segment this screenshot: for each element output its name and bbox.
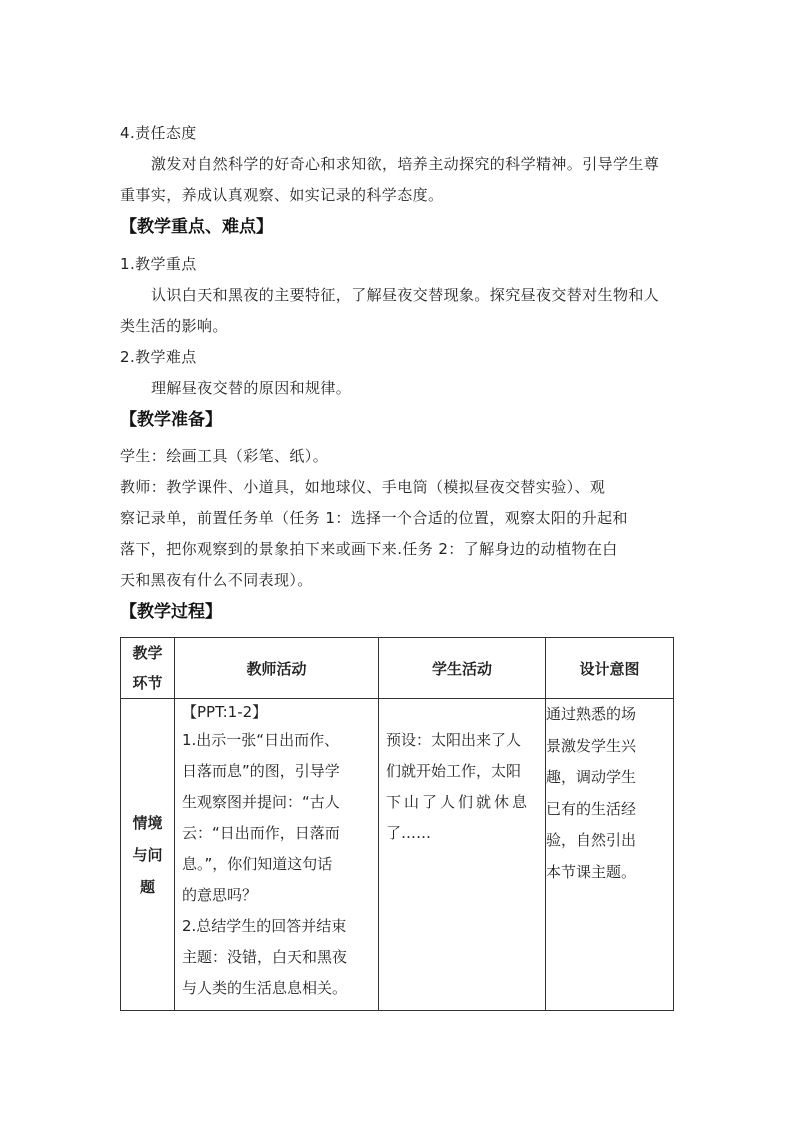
- responsibility-text-line-1: 激发对自然科学的好奇心和求知欲，培养主动探究的科学精神。引导学生尊: [151, 155, 660, 173]
- teacher-activity-line-7: 的意思吗？: [182, 886, 258, 904]
- header-stage-line-2: 环节: [132, 674, 163, 692]
- responsibility-text-line-2: 重事实，养成认真观察、如实记录的科学态度。: [120, 186, 444, 204]
- preparation-teacher-line-2: 察记录单，前置任务单（任务 1：选择一个合适的位置，观察太阳的升起和: [120, 509, 628, 527]
- difficulty-text-line-1: 理解昼夜交替的原因和规律。: [151, 379, 352, 397]
- design-intent-cell: [546, 699, 674, 1011]
- stage-line-3: 题: [139, 877, 155, 896]
- process-heading: 【教学过程】: [120, 602, 222, 622]
- focus-heading: 1.教学重点: [120, 255, 197, 273]
- design-intent-line-5: 验，自然引出: [546, 831, 637, 849]
- teacher-activity-line-2: 1.出示一张“日出而作、: [182, 731, 340, 749]
- responsibility-heading: 4.责任态度: [120, 124, 197, 142]
- student-activity-line-3: 下山了人们就休息: [386, 793, 531, 811]
- preparation-teacher-line-4: 天和黑夜有什么不同表现）。: [120, 571, 313, 589]
- header-design-intent: 设计意图: [546, 638, 674, 699]
- teacher-activity-line-1: 【PPT:1-2】: [182, 703, 268, 721]
- focus-text-line-2: 类生活的影响。: [120, 317, 228, 335]
- focus-text-line-1: 认识白天和黑夜的主要特征，了解昼夜交替现象。探究昼夜交替对生物和人: [151, 286, 660, 304]
- teacher-activity-line-3: 日落而息”的图，引导学: [182, 762, 340, 780]
- difficulty-heading: 2.教学难点: [120, 348, 197, 366]
- preparation-teacher-line-1: 教师：教学课件、小道具，如地球仪、手电筒（模拟昼夜交替实验）、观: [120, 478, 606, 496]
- student-activity-line-4: 了……: [386, 824, 432, 842]
- teacher-activity-cell: [175, 699, 379, 1011]
- design-intent-line-1: 通过熟悉的场: [546, 705, 637, 723]
- header-teacher-activity: 教师活动: [175, 638, 379, 699]
- stage-cell: [121, 699, 175, 1011]
- teacher-activity-line-8: 2.总结学生的回答并结束: [182, 917, 347, 935]
- preparation-heading: 【教学准备】: [120, 410, 222, 430]
- stage-line-1: 情境: [132, 813, 163, 832]
- table-header-row: [121, 638, 674, 699]
- design-intent-line-4: 已有的生活经: [546, 799, 637, 818]
- design-intent-line-2: 景激发学生兴: [546, 736, 637, 755]
- teacher-activity-line-5: 云：“日出而作，日落而: [182, 824, 340, 842]
- table-row: [121, 699, 674, 1011]
- student-activity-line-1: 预设：太阳出来了人: [386, 731, 522, 749]
- design-intent-line-6: 本节课主题。: [546, 862, 637, 881]
- teacher-activity-line-6: 息。”，你们知道这句话: [182, 855, 333, 873]
- design-intent-line-3: 趣，调动学生: [546, 768, 637, 786]
- student-activity-line-2: 们就开始工作，太阳: [386, 762, 522, 780]
- header-stage-line-1: 教学: [132, 644, 163, 662]
- stage-line-2: 与问: [132, 845, 163, 864]
- process-table: [120, 637, 674, 1011]
- header-student-activity: 学生活动: [379, 638, 546, 699]
- teacher-activity-line-10: 与人类的生活息息相关。: [182, 979, 348, 997]
- key-points-heading: 【教学重点、难点】: [120, 217, 273, 237]
- preparation-student-line: 学生：绘画工具（彩笔、纸）。: [120, 447, 329, 465]
- header-stage: [121, 638, 175, 699]
- preparation-teacher-line-3: 落下，把你观察到的景象拍下来或画下来.任务 2：了解身边的动植物在白: [120, 540, 618, 558]
- student-activity-cell: [379, 699, 546, 1011]
- teacher-activity-line-9: 主题：没错，白天和黑夜: [182, 948, 348, 966]
- teacher-activity-line-4: 生观察图并提问：“古人: [182, 793, 340, 811]
